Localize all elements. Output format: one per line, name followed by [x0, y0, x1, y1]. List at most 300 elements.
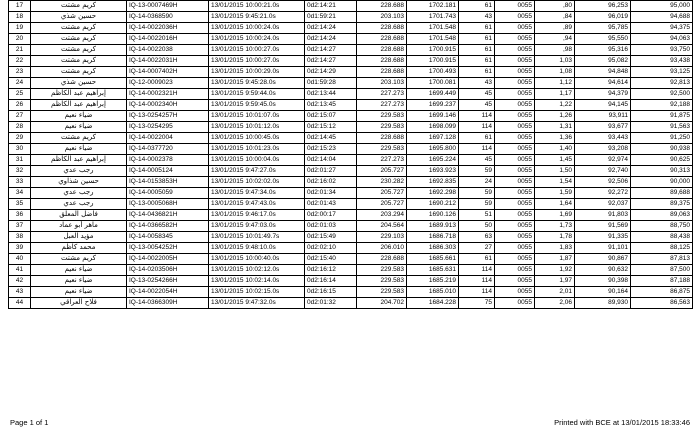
cell-val1: 93,443 — [575, 133, 631, 144]
cell-val2: 90,000 — [631, 177, 693, 188]
cell-amount1: 205.727 — [357, 199, 407, 210]
cell-datetime: 13/01/2015 9:46:17.0s — [209, 210, 305, 221]
cell-num1: 50 — [459, 221, 495, 232]
cell-seq: 42 — [9, 276, 31, 287]
cell-duration: 0d2:14:45 — [305, 133, 357, 144]
cell-amount2: 1686.303 — [407, 243, 459, 254]
cell-val2: 87,188 — [631, 276, 693, 287]
cell-num1: 45 — [459, 155, 495, 166]
cell-amount1: 228.688 — [357, 34, 407, 45]
cell-datetime: 13/01/2015 10:00:24.0s — [209, 34, 305, 45]
cell-seq: 37 — [9, 221, 31, 232]
cell-duration: 0d2:14:24 — [305, 34, 357, 45]
cell-seq: 35 — [9, 199, 31, 210]
cell-num1: 51 — [459, 210, 495, 221]
cell-val2: 90,313 — [631, 166, 693, 177]
cell-num2: 0055 — [495, 155, 535, 166]
cell-name: ضياء نعيم — [31, 287, 127, 298]
cell-val1: 91,335 — [575, 232, 631, 243]
cell-seq: 25 — [9, 89, 31, 100]
table-row — [9, 166, 693, 177]
cell-account: IQ-14-0002321H — [127, 89, 209, 100]
cell-num2: 0055 — [495, 111, 535, 122]
page-number-label: Page 1 of 1 — [10, 418, 49, 427]
cell-val2: 89,063 — [631, 210, 693, 221]
cell-num3: 1,12 — [535, 78, 575, 89]
table-row — [9, 177, 693, 188]
cell-seq: 30 — [9, 144, 31, 155]
cell-val1: 93,911 — [575, 111, 631, 122]
cell-val2: 91,250 — [631, 133, 693, 144]
cell-num3: 1,03 — [535, 56, 575, 67]
cell-account: IQ-13-0254266H — [127, 276, 209, 287]
cell-amount1: 204.702 — [357, 298, 407, 309]
cell-num1: 61 — [459, 34, 495, 45]
cell-num3: ,80 — [535, 1, 575, 12]
cell-name: رجب عدي — [31, 188, 127, 199]
cell-val1: 95,550 — [575, 34, 631, 45]
cell-name: فلاح العراقي — [31, 298, 127, 309]
cell-duration: 0d2:15:23 — [305, 144, 357, 155]
cell-num3: ,94 — [535, 34, 575, 45]
cell-account: IQ-14-0002378 — [127, 155, 209, 166]
cell-account: IQ-14-0436821H — [127, 210, 209, 221]
cell-num3: 1,69 — [535, 210, 575, 221]
cell-num1: 45 — [459, 89, 495, 100]
cell-name: ماهر أبو عماد — [31, 221, 127, 232]
cell-duration: 0d2:15:49 — [305, 232, 357, 243]
cell-amount2: 1698.099 — [407, 122, 459, 133]
table-row — [9, 122, 693, 133]
cell-val2: 95,000 — [631, 1, 693, 12]
cell-val1: 92,272 — [575, 188, 631, 199]
cell-amount1: 227.273 — [357, 89, 407, 100]
cell-duration: 0d2:13:44 — [305, 89, 357, 100]
cell-amount1: 227.273 — [357, 155, 407, 166]
cell-val2: 89,688 — [631, 188, 693, 199]
report-table — [8, 0, 693, 309]
cell-seq: 27 — [9, 111, 31, 122]
cell-duration: 0d2:01:32 — [305, 298, 357, 309]
cell-amount2: 1693.923 — [407, 166, 459, 177]
cell-seq: 22 — [9, 56, 31, 67]
cell-amount2: 1689.913 — [407, 221, 459, 232]
cell-val2: 90,625 — [631, 155, 693, 166]
cell-amount2: 1690.212 — [407, 199, 459, 210]
cell-amount2: 1702.181 — [407, 1, 459, 12]
page-footer — [8, 418, 692, 430]
cell-seq: 43 — [9, 287, 31, 298]
cell-num3: 1,97 — [535, 276, 575, 287]
cell-amount2: 1697.128 — [407, 133, 459, 144]
cell-amount1: 229.583 — [357, 265, 407, 276]
cell-num1: 59 — [459, 166, 495, 177]
cell-amount2: 1701.548 — [407, 23, 459, 34]
cell-datetime: 13/01/2015 10:00:29.0s — [209, 67, 305, 78]
table-row — [9, 111, 693, 122]
cell-num1: 59 — [459, 188, 495, 199]
cell-num2: 0055 — [495, 144, 535, 155]
cell-num3: 1,36 — [535, 133, 575, 144]
cell-name: حسين شذاوي — [31, 177, 127, 188]
cell-seq: 40 — [9, 254, 31, 265]
cell-num1: 114 — [459, 287, 495, 298]
cell-seq: 21 — [9, 45, 31, 56]
cell-val2: 94,375 — [631, 23, 693, 34]
cell-seq: 33 — [9, 177, 31, 188]
cell-amount2: 1700.915 — [407, 45, 459, 56]
cell-val2: 87,813 — [631, 254, 693, 265]
cell-datetime: 13/01/2015 9:45:21.0s — [209, 12, 305, 23]
cell-amount1: 229.583 — [357, 122, 407, 133]
cell-datetime: 13/01/2015 10:01:23.0s — [209, 144, 305, 155]
cell-duration: 0d2:16:12 — [305, 265, 357, 276]
cell-name: كريم مشتت — [31, 133, 127, 144]
cell-seq: 18 — [9, 12, 31, 23]
cell-val1: 90,398 — [575, 276, 631, 287]
cell-val1: 90,867 — [575, 254, 631, 265]
cell-val2: 92,500 — [631, 89, 693, 100]
cell-name: إبراهيم عبد الكاظم — [31, 155, 127, 166]
cell-account: IQ-14-0022054H — [127, 287, 209, 298]
cell-datetime: 13/01/2015 10:00:04.0s — [209, 155, 305, 166]
cell-name: ضياء نعيم — [31, 265, 127, 276]
cell-duration: 0d2:14:24 — [305, 23, 357, 34]
cell-datetime: 13/01/2015 9:59:44.0s — [209, 89, 305, 100]
cell-num1: 43 — [459, 12, 495, 23]
cell-name: كريم مشتت — [31, 254, 127, 265]
cell-amount1: 228.688 — [357, 1, 407, 12]
cell-val1: 92,037 — [575, 199, 631, 210]
cell-datetime: 13/01/2015 10:02:15.0s — [209, 287, 305, 298]
cell-account: IQ-14-0005059 — [127, 188, 209, 199]
cell-duration: 0d2:16:02 — [305, 177, 357, 188]
cell-datetime: 13/01/2015 10:00:21.0s — [209, 1, 305, 12]
cell-val1: 92,974 — [575, 155, 631, 166]
cell-duration: 0d2:01:27 — [305, 166, 357, 177]
cell-num1: 61 — [459, 1, 495, 12]
cell-amount2: 1695.224 — [407, 155, 459, 166]
cell-num2: 0055 — [495, 56, 535, 67]
cell-amount1: 205.727 — [357, 166, 407, 177]
cell-amount1: 229.583 — [357, 276, 407, 287]
cell-val1: 95,082 — [575, 56, 631, 67]
cell-duration: 0d1:59:28 — [305, 78, 357, 89]
cell-num2: 0055 — [495, 122, 535, 133]
table-row — [9, 144, 693, 155]
cell-val2: 93,750 — [631, 45, 693, 56]
cell-num1: 61 — [459, 45, 495, 56]
cell-amount1: 229.583 — [357, 111, 407, 122]
cell-datetime: 13/01/2015 10:00:40.0s — [209, 254, 305, 265]
cell-datetime: 13/01/2015 10:01:07.0s — [209, 111, 305, 122]
cell-num1: 27 — [459, 243, 495, 254]
cell-seq: 36 — [9, 210, 31, 221]
cell-account: IQ-13-0007469H — [127, 1, 209, 12]
table-row — [9, 265, 693, 276]
cell-duration: 0d2:16:14 — [305, 276, 357, 287]
cell-num1: 61 — [459, 56, 495, 67]
cell-name: كريم مشتت — [31, 67, 127, 78]
cell-account: IQ-14-0022038 — [127, 45, 209, 56]
cell-val2: 86,563 — [631, 298, 693, 309]
cell-duration: 0d2:02:10 — [305, 243, 357, 254]
cell-amount1: 229.583 — [357, 144, 407, 155]
cell-amount2: 1685.631 — [407, 265, 459, 276]
cell-num3: 2,06 — [535, 298, 575, 309]
cell-name: كريم مشتت — [31, 1, 127, 12]
cell-datetime: 13/01/2015 10:02:14.0s — [209, 276, 305, 287]
cell-val1: 91,803 — [575, 210, 631, 221]
cell-num1: 114 — [459, 111, 495, 122]
cell-val2: 93,438 — [631, 56, 693, 67]
cell-amount2: 1695.800 — [407, 144, 459, 155]
cell-account: IQ-13-0005068H — [127, 199, 209, 210]
table-row — [9, 34, 693, 45]
table-row — [9, 199, 693, 210]
cell-datetime: 13/01/2015 9:47:43.0s — [209, 199, 305, 210]
cell-seq: 39 — [9, 243, 31, 254]
cell-amount1: 228.688 — [357, 133, 407, 144]
cell-datetime: 13/01/2015 10:00:27.0s — [209, 45, 305, 56]
table-body — [9, 1, 693, 309]
cell-val2: 87,500 — [631, 265, 693, 276]
cell-account: IQ-14-0007402H — [127, 67, 209, 78]
cell-account: IQ-14-0022004 — [127, 133, 209, 144]
table-row — [9, 243, 693, 254]
cell-datetime: 13/01/2015 10:01:12.0s — [209, 122, 305, 133]
cell-duration: 0d2:14:29 — [305, 67, 357, 78]
cell-num1: 114 — [459, 265, 495, 276]
cell-amount2: 1686.718 — [407, 232, 459, 243]
cell-duration: 0d2:01:03 — [305, 221, 357, 232]
cell-name: محمد كاظم — [31, 243, 127, 254]
cell-num2: 0055 — [495, 45, 535, 56]
cell-val1: 94,614 — [575, 78, 631, 89]
cell-seq: 20 — [9, 34, 31, 45]
cell-val2: 88,125 — [631, 243, 693, 254]
cell-num2: 0055 — [495, 265, 535, 276]
cell-amount2: 1701.548 — [407, 34, 459, 45]
cell-name: كريم مشتت — [31, 23, 127, 34]
cell-val1: 89,930 — [575, 298, 631, 309]
cell-account: IQ-14-0368590 — [127, 12, 209, 23]
cell-num2: 0055 — [495, 199, 535, 210]
table-row — [9, 23, 693, 34]
cell-amount2: 1701.743 — [407, 12, 459, 23]
cell-datetime: 13/01/2015 9:47:27.0s — [209, 166, 305, 177]
cell-seq: 41 — [9, 265, 31, 276]
cell-val2: 91,563 — [631, 122, 693, 133]
cell-datetime: 13/01/2015 9:47:34.0s — [209, 188, 305, 199]
cell-datetime: 13/01/2015 10:01:49.7s — [209, 232, 305, 243]
cell-val1: 94,848 — [575, 67, 631, 78]
cell-account: IQ-14-0005124 — [127, 166, 209, 177]
cell-name: مؤيد العبل — [31, 232, 127, 243]
cell-name: كريم مشتت — [31, 56, 127, 67]
cell-datetime: 13/01/2015 9:47:32.0s — [209, 298, 305, 309]
cell-val2: 94,688 — [631, 12, 693, 23]
cell-seq: 29 — [9, 133, 31, 144]
cell-num1: 61 — [459, 23, 495, 34]
cell-val1: 96,253 — [575, 1, 631, 12]
cell-num3: 1,26 — [535, 111, 575, 122]
cell-num3: ,89 — [535, 23, 575, 34]
cell-datetime: 13/01/2015 10:00:24.0s — [209, 23, 305, 34]
table-row — [9, 232, 693, 243]
cell-name: رجب عدي — [31, 166, 127, 177]
cell-val2: 86,875 — [631, 287, 693, 298]
cell-val1: 93,677 — [575, 122, 631, 133]
cell-amount2: 1699.146 — [407, 111, 459, 122]
cell-num2: 0055 — [495, 188, 535, 199]
cell-datetime: 13/01/2015 9:47:03.0s — [209, 221, 305, 232]
cell-num2: 0055 — [495, 100, 535, 111]
cell-val1: 95,316 — [575, 45, 631, 56]
cell-num3: 1,54 — [535, 177, 575, 188]
cell-datetime: 13/01/2015 10:02:02.0s — [209, 177, 305, 188]
cell-num1: 61 — [459, 67, 495, 78]
cell-datetime: 13/01/2015 9:45:28.0s — [209, 78, 305, 89]
cell-name: ضياء نعيم — [31, 111, 127, 122]
cell-num2: 0055 — [495, 254, 535, 265]
cell-num3: 1,40 — [535, 144, 575, 155]
cell-val1: 91,101 — [575, 243, 631, 254]
cell-num2: 0055 — [495, 232, 535, 243]
cell-duration: 0d2:14:27 — [305, 45, 357, 56]
cell-seq: 19 — [9, 23, 31, 34]
table-row — [9, 100, 693, 111]
cell-amount1: 229.583 — [357, 287, 407, 298]
table-row — [9, 254, 693, 265]
cell-num2: 0055 — [495, 276, 535, 287]
cell-num1: 61 — [459, 133, 495, 144]
cell-datetime: 13/01/2015 10:00:27.0s — [209, 56, 305, 67]
cell-amount2: 1692.298 — [407, 188, 459, 199]
cell-name: إبراهيم عبد الكاظم — [31, 100, 127, 111]
cell-num2: 0055 — [495, 133, 535, 144]
cell-name: فاضل المعلق — [31, 210, 127, 221]
cell-num1: 45 — [459, 100, 495, 111]
cell-amount2: 1685.219 — [407, 276, 459, 287]
cell-amount2: 1692.835 — [407, 177, 459, 188]
cell-amount2: 1700.915 — [407, 56, 459, 67]
cell-seq: 24 — [9, 78, 31, 89]
cell-val1: 92,506 — [575, 177, 631, 188]
cell-amount2: 1700.493 — [407, 67, 459, 78]
cell-duration: 0d2:14:27 — [305, 56, 357, 67]
table-row — [9, 210, 693, 221]
cell-duration: 0d2:01:43 — [305, 199, 357, 210]
cell-account: IQ-14-0153853H — [127, 177, 209, 188]
cell-num1: 24 — [459, 177, 495, 188]
table-row — [9, 45, 693, 56]
table-row — [9, 287, 693, 298]
cell-amount1: 227.273 — [357, 100, 407, 111]
cell-num2: 0055 — [495, 12, 535, 23]
cell-amount1: 228.688 — [357, 67, 407, 78]
cell-amount2: 1685.010 — [407, 287, 459, 298]
cell-num3: 1,08 — [535, 67, 575, 78]
cell-num3: 2,01 — [535, 287, 575, 298]
cell-num3: ,84 — [535, 12, 575, 23]
cell-name: كريم مشتت — [31, 34, 127, 45]
cell-num1: 43 — [459, 78, 495, 89]
cell-name: كريم مشتت — [31, 45, 127, 56]
table-row — [9, 298, 693, 309]
cell-num3: 1,31 — [535, 122, 575, 133]
cell-seq: 17 — [9, 1, 31, 12]
cell-seq: 44 — [9, 298, 31, 309]
cell-duration: 0d2:16:15 — [305, 287, 357, 298]
cell-amount2: 1699.237 — [407, 100, 459, 111]
cell-num2: 0055 — [495, 34, 535, 45]
cell-val2: 92,188 — [631, 100, 693, 111]
cell-val1: 92,740 — [575, 166, 631, 177]
cell-num3: 1,73 — [535, 221, 575, 232]
cell-val1: 95,785 — [575, 23, 631, 34]
cell-datetime: 13/01/2015 9:48:10.0s — [209, 243, 305, 254]
cell-amount2: 1700.081 — [407, 78, 459, 89]
cell-duration: 0d2:14:04 — [305, 155, 357, 166]
cell-val1: 94,379 — [575, 89, 631, 100]
cell-account: IQ-14-0366582H — [127, 221, 209, 232]
cell-num3: 1,83 — [535, 243, 575, 254]
table-row — [9, 78, 693, 89]
cell-account: IQ-14-0366309H — [127, 298, 209, 309]
cell-account: IQ-14-0002340H — [127, 100, 209, 111]
cell-name: ضياء نعيم — [31, 276, 127, 287]
cell-amount1: 203.294 — [357, 210, 407, 221]
cell-val1: 91,569 — [575, 221, 631, 232]
cell-duration: 0d2:15:40 — [305, 254, 357, 265]
cell-val2: 92,813 — [631, 78, 693, 89]
cell-val2: 90,938 — [631, 144, 693, 155]
cell-num1: 75 — [459, 298, 495, 309]
cell-num3: 1,78 — [535, 232, 575, 243]
table-row — [9, 133, 693, 144]
cell-account: IQ-13-0054252H — [127, 243, 209, 254]
cell-num2: 0055 — [495, 89, 535, 100]
cell-amount1: 228.688 — [357, 45, 407, 56]
cell-val2: 91,875 — [631, 111, 693, 122]
cell-account: IQ-13-0254295 — [127, 122, 209, 133]
cell-duration: 0d2:01:34 — [305, 188, 357, 199]
cell-num2: 0055 — [495, 210, 535, 221]
cell-seq: 38 — [9, 232, 31, 243]
cell-val2: 88,750 — [631, 221, 693, 232]
cell-num2: 0055 — [495, 287, 535, 298]
cell-num3: ,98 — [535, 45, 575, 56]
cell-num2: 0055 — [495, 177, 535, 188]
table-row — [9, 188, 693, 199]
cell-num3: 1,45 — [535, 155, 575, 166]
cell-num3: 1,50 — [535, 166, 575, 177]
cell-num2: 0055 — [495, 1, 535, 12]
cell-seq: 26 — [9, 100, 31, 111]
cell-seq: 31 — [9, 155, 31, 166]
cell-duration: 0d2:00:17 — [305, 210, 357, 221]
cell-seq: 28 — [9, 122, 31, 133]
cell-seq: 23 — [9, 67, 31, 78]
table-row — [9, 155, 693, 166]
cell-amount1: 205.727 — [357, 188, 407, 199]
cell-num3: 1,22 — [535, 100, 575, 111]
cell-seq: 34 — [9, 188, 31, 199]
cell-datetime: 13/01/2015 9:59:45.0s — [209, 100, 305, 111]
cell-duration: 0d2:14:21 — [305, 1, 357, 12]
cell-val1: 90,164 — [575, 287, 631, 298]
